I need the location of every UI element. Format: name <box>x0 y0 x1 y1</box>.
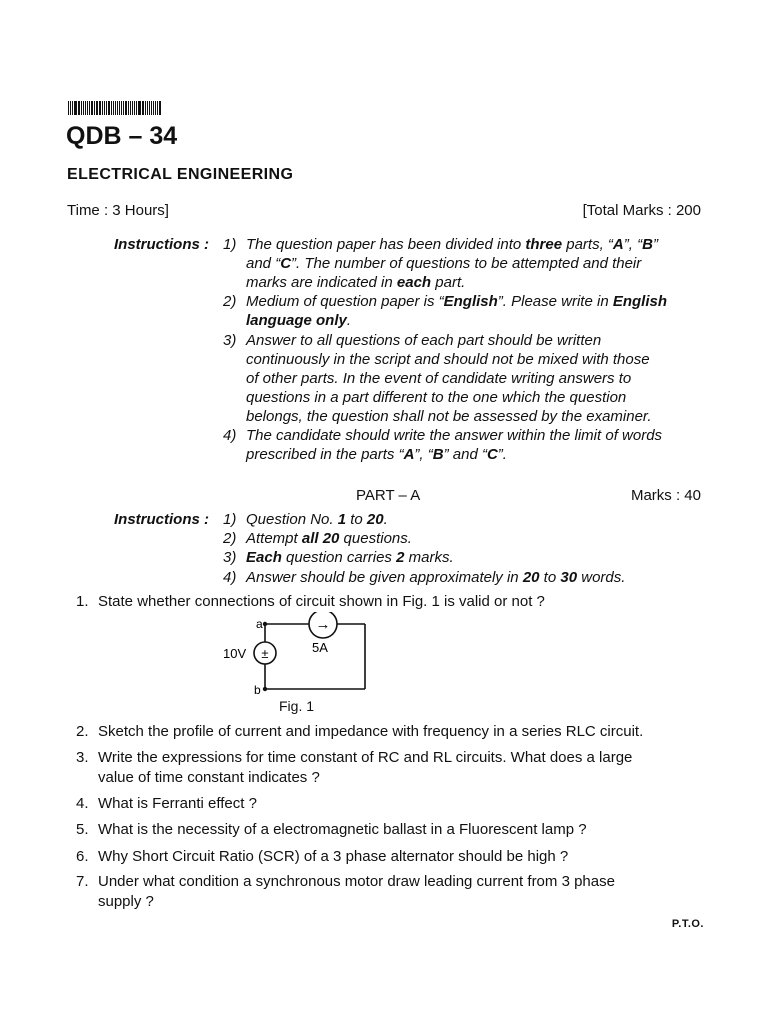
node-a-label: a <box>256 617 263 631</box>
question-number: 4. <box>76 795 89 812</box>
part-a-instructions-label: Instructions : <box>114 511 210 528</box>
bold-text-segment: A <box>403 446 415 464</box>
time-duration: Time : 3 Hours] <box>67 202 169 219</box>
part-a-instruction-number: 3) <box>223 549 237 567</box>
barcode-bar <box>108 101 109 115</box>
instruction-number: 4) <box>223 427 237 444</box>
bold-text-segment: 1 <box>337 511 347 528</box>
barcode-bar <box>139 101 140 115</box>
instruction-text-line <box>246 255 641 272</box>
text-segment: to <box>346 511 367 528</box>
barcode-bar <box>100 101 101 115</box>
text-segment: ”, “ <box>414 446 433 464</box>
text-segment: marks. <box>404 549 454 567</box>
question-number: 7. <box>76 873 89 890</box>
part-a-instruction-number: 4) <box>223 568 237 586</box>
barcode-bar <box>121 101 122 115</box>
text-segment: The question paper has been divided into <box>246 236 526 253</box>
barcode-bar <box>75 101 76 115</box>
question-number: 6. <box>76 848 89 865</box>
instruction-number: 2) <box>223 293 237 311</box>
instruction-number: 3) <box>223 331 237 349</box>
text-segment: of other parts. In the event of candidate writing answers to <box>246 369 632 387</box>
text-segment: and “ <box>246 255 281 273</box>
barcode-bar <box>134 101 135 115</box>
barcode-bar <box>89 101 90 115</box>
barcode-bar <box>81 101 82 115</box>
question-text: Sketch the profile of current and impedance with frequency in a series RLC circuit. <box>98 723 644 740</box>
instruction-text-line <box>246 236 658 253</box>
text-segment: Answer should be given approximately in <box>246 568 523 586</box>
barcode-bar <box>85 101 86 115</box>
bold-text-segment: C <box>280 255 292 273</box>
barcode-bar <box>126 101 127 115</box>
barcode-bar <box>99 101 100 115</box>
text-segment: Attempt <box>246 530 302 548</box>
barcode-bar <box>72 101 73 115</box>
barcode-bar <box>106 101 107 115</box>
bold-text-segment: English <box>612 293 667 311</box>
barcode-bar <box>155 101 156 115</box>
bold-text-segment: 20 <box>366 511 384 528</box>
part-a-marks: Marks : 40 <box>630 487 701 504</box>
text-segment: words. <box>577 568 626 586</box>
barcode-bar <box>138 101 139 115</box>
barcode-bar <box>130 101 131 115</box>
bold-text-segment: B <box>432 446 444 464</box>
bold-text-segment: 2 <box>396 549 405 567</box>
question-number: 3. <box>76 749 89 766</box>
text-segment: continuously in the script and should not be mixed with those <box>246 350 650 368</box>
barcode-bar <box>74 101 75 115</box>
barcode-bar <box>145 101 146 115</box>
instruction-text-line <box>246 389 626 406</box>
barcode-bar <box>159 101 160 115</box>
text-segment: to <box>539 568 561 586</box>
text-segment: questions in a part different to the one which the question <box>246 388 627 406</box>
barcode <box>68 101 162 115</box>
bold-text-segment: 30 <box>560 568 578 586</box>
barcode-bar <box>104 101 105 115</box>
text-segment: Question No. <box>246 511 338 528</box>
question-number: 1. <box>76 593 89 610</box>
bold-text-segment: B <box>642 236 653 253</box>
barcode-bar <box>128 101 129 115</box>
bold-text-segment: language only <box>246 312 347 330</box>
barcode-bar <box>102 101 103 115</box>
instruction-text-line <box>246 408 652 425</box>
barcode-bar <box>111 101 112 115</box>
text-segment: belongs, the question shall not be assessed by the examiner. <box>246 407 652 425</box>
part-a-title: PART – A <box>356 487 421 504</box>
barcode-bar <box>109 101 110 115</box>
node-b-label: b <box>254 683 261 697</box>
barcode-bar <box>160 101 161 115</box>
question-text: value of time constant indicates ? <box>98 768 320 786</box>
barcode-bar <box>149 101 150 115</box>
bold-text-segment: each <box>396 274 432 292</box>
node-b-dot <box>263 687 267 691</box>
bold-text-segment: 20 <box>522 568 540 586</box>
text-segment: question carries <box>281 549 397 567</box>
barcode-bar <box>119 101 120 115</box>
voltage-source-symbol: ± <box>261 646 269 661</box>
part-a-instruction-number: 1) <box>223 511 237 528</box>
barcode-bar <box>136 101 137 115</box>
question-text: State whether connections of circuit shown in Fig. 1 is valid or not ? <box>98 593 545 610</box>
node-a-dot <box>263 622 267 626</box>
question-number: 2. <box>76 723 89 740</box>
barcode-bar <box>96 101 97 115</box>
barcode-bar <box>151 101 152 115</box>
barcode-bar <box>94 101 95 115</box>
barcode-bar <box>79 101 80 115</box>
subject-title: ELECTRICAL ENGINEERING <box>67 166 294 183</box>
instruction-text-line <box>246 569 625 586</box>
text-segment: parts, “ <box>562 236 613 253</box>
text-segment: marks are indicated in <box>246 274 397 292</box>
instruction-text-line <box>246 549 454 566</box>
instruction-text-line <box>246 446 507 463</box>
barcode-bar <box>142 101 143 115</box>
barcode-bar <box>125 101 126 115</box>
text-segment: Answer to all questions of each part should be written <box>246 331 602 349</box>
question-text: Why Short Circuit Ratio (SCR) of a 3 phase alternator should be high ? <box>98 848 569 865</box>
question-number: 5. <box>76 821 89 838</box>
text-segment: ”, “ <box>623 236 643 253</box>
barcode-bar <box>78 101 79 115</box>
barcode-bar <box>92 101 93 115</box>
bold-text-segment: A <box>612 236 624 253</box>
instruction-text-line <box>246 312 351 329</box>
question-text: supply ? <box>98 892 154 910</box>
instruction-text-line <box>246 370 631 387</box>
bold-text-segment: English <box>443 293 498 311</box>
current-arrow-symbol: → <box>315 616 331 633</box>
instruction-text-line <box>246 351 650 368</box>
text-segment: ”. Please write in <box>497 293 613 311</box>
bold-text-segment: three <box>525 236 563 253</box>
current-label: 5A <box>312 640 328 655</box>
barcode-bar <box>115 101 116 115</box>
voltage-label: 10V <box>223 646 247 661</box>
text-segment: ”. The number of questions to be attempted and their <box>291 255 642 273</box>
paper-code: QDB – 34 <box>66 122 178 150</box>
instruction-text-line <box>246 511 388 528</box>
question-text: Write the expressions for time constant of RC and RL circuits. What does a large <box>98 749 633 766</box>
figure-caption: Fig. 1 <box>279 698 315 714</box>
pto-label: P.T.O. <box>671 918 704 930</box>
barcode-bar <box>70 101 71 115</box>
part-a-instruction-number: 2) <box>223 530 237 548</box>
barcode-bar <box>153 101 154 115</box>
question-text: What is the necessity of a electromagnetic ballast in a Fluorescent lamp ? <box>98 821 587 838</box>
instruction-text-line <box>246 530 412 547</box>
instruction-text-line <box>246 274 465 291</box>
instruction-text-line <box>246 427 662 444</box>
text-segment: The candidate should write the answer within the limit of words <box>246 427 663 444</box>
instruction-text-line <box>246 293 667 310</box>
text-segment: questions. <box>339 530 412 548</box>
barcode-bar <box>68 101 69 115</box>
bold-text-segment: all 20 <box>301 530 340 548</box>
text-segment: prescribed in the parts “ <box>246 446 404 464</box>
barcode-bar <box>123 101 124 115</box>
barcode-bar <box>132 101 133 115</box>
barcode-bar <box>117 101 118 115</box>
bold-text-segment: Each <box>246 549 282 567</box>
text-segment: ” <box>652 236 658 253</box>
text-segment: . <box>383 511 388 528</box>
total-marks: [Total Marks : 200 <box>582 202 701 219</box>
text-segment: ”. <box>497 446 507 464</box>
barcode-bar <box>83 101 84 115</box>
question-text: Under what condition a synchronous motor draw leading current from 3 phase <box>98 873 615 890</box>
bold-text-segment: C <box>486 446 498 464</box>
barcode-bar <box>87 101 88 115</box>
barcode-bar <box>143 101 144 115</box>
barcode-bar <box>91 101 92 115</box>
barcode-bar <box>157 101 158 115</box>
instruction-text-line <box>246 332 601 349</box>
text-segment: ” and “ <box>443 446 487 464</box>
barcode-bar <box>147 101 148 115</box>
question-text: What is Ferranti effect ? <box>98 795 257 812</box>
instruction-number: 1) <box>223 236 237 253</box>
barcode-bar <box>113 101 114 115</box>
instructions-label: Instructions : <box>114 236 210 253</box>
circuit-figure <box>220 612 380 704</box>
text-segment: part. <box>431 274 466 292</box>
text-segment: . <box>346 312 352 330</box>
text-segment: Medium of question paper is “ <box>246 293 444 311</box>
